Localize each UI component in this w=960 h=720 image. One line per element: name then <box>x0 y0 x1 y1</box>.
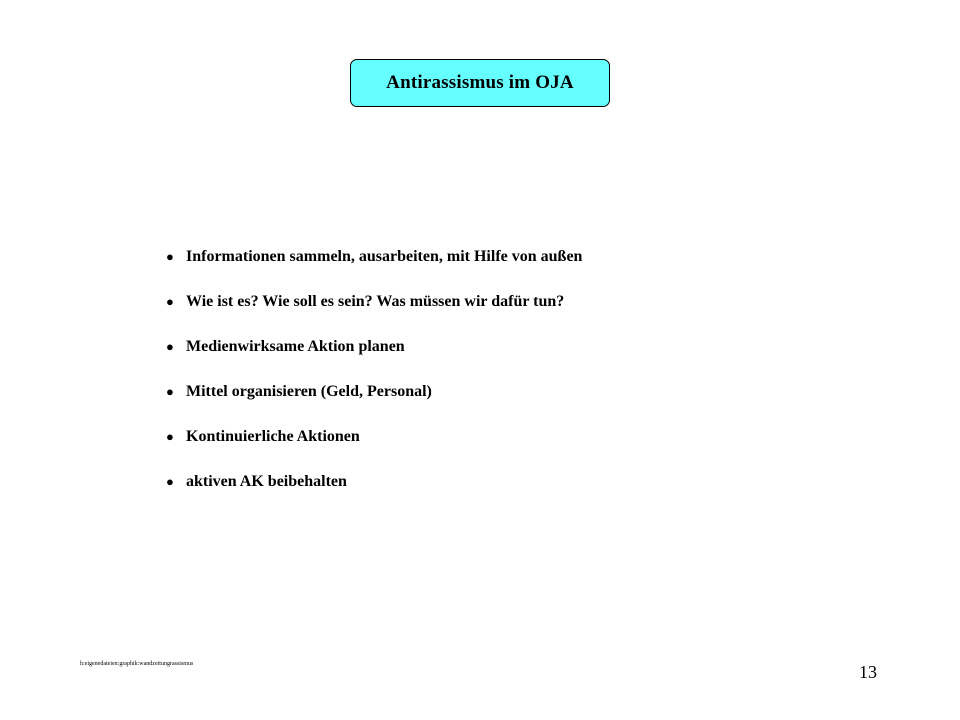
page-number: 13 <box>859 662 877 682</box>
bullet-dot-icon: ● <box>166 294 174 309</box>
bullet-item <box>166 246 582 291</box>
bullet-dot-icon: ● <box>166 339 174 354</box>
bullet-dot-icon: ● <box>166 384 174 399</box>
slide-title: Antirassismus im OJA <box>386 72 574 93</box>
bullet-dot-icon: ● <box>166 249 174 264</box>
bullet-text: Kontinuierliche Aktionen <box>186 428 360 445</box>
bullet-list <box>166 246 582 516</box>
bullet-item <box>166 381 582 426</box>
footer-file-path: h:eigenedateien:graphik:wandzeitungrassismus <box>80 661 194 667</box>
bullet-item <box>166 291 582 336</box>
bullet-dot-icon: ● <box>166 474 174 489</box>
bullet-item <box>166 426 582 471</box>
bullet-item <box>166 336 582 381</box>
title-box <box>350 59 610 107</box>
bullet-dot-icon: ● <box>166 429 174 444</box>
bullet-item <box>166 471 582 516</box>
bullet-text: Mittel organisieren (Geld, Personal) <box>186 383 432 400</box>
bullet-text: Medienwirksame Aktion planen <box>186 338 405 355</box>
bullet-text: aktiven AK beibehalten <box>186 473 347 490</box>
bullet-text: Wie ist es? Wie soll es sein? Was müssen wir dafür tun? <box>186 293 565 310</box>
bullet-text: Informationen sammeln, ausarbeiten, mit Hilfe von außen <box>186 248 583 265</box>
